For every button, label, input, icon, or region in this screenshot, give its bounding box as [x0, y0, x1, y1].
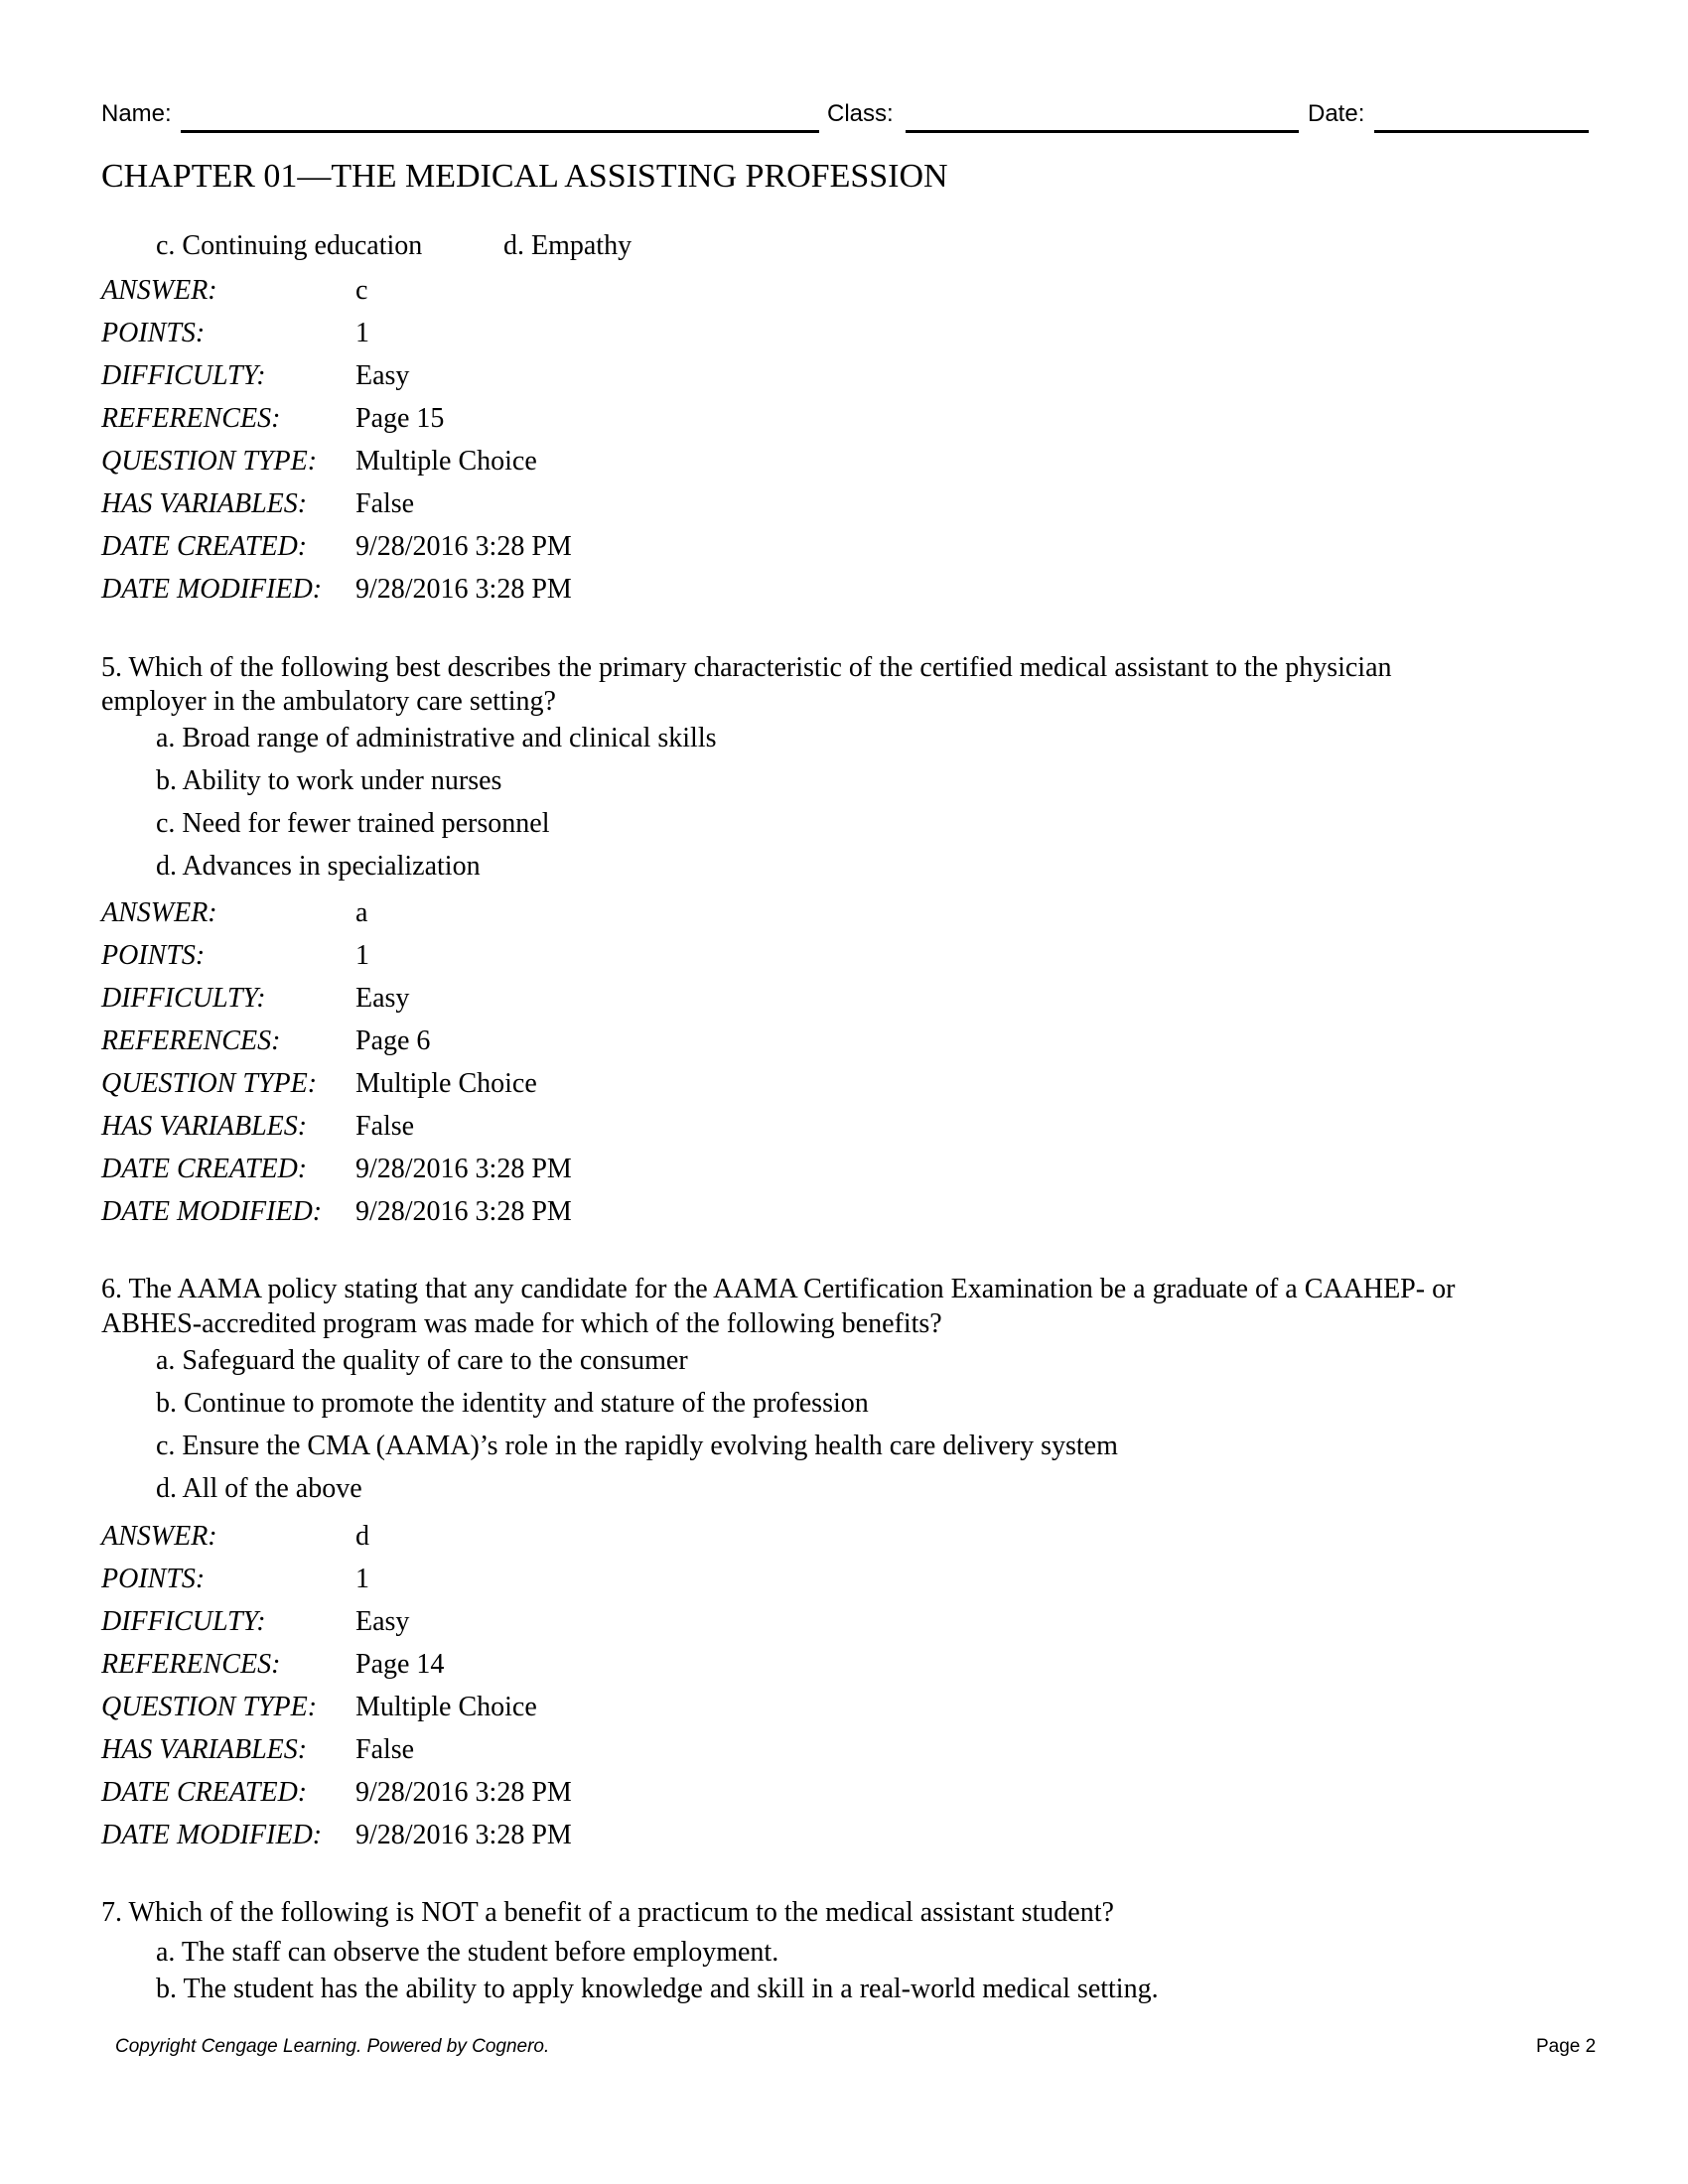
meta-value: Multiple Choice — [355, 446, 537, 477]
meta-label: DATE MODIFIED: — [101, 1196, 323, 1227]
meta-label: REFERENCES: — [101, 1649, 281, 1680]
meta-label: DATE MODIFIED: — [101, 574, 323, 605]
meta-value: c — [355, 275, 368, 306]
meta-value: a — [355, 897, 368, 928]
meta-value: 9/28/2016 3:28 PM — [355, 574, 572, 605]
meta-value: Page 14 — [355, 1649, 445, 1680]
meta-value: 1 — [355, 940, 369, 971]
footer-page-number: Page 2 — [1536, 2036, 1597, 2057]
meta-value: 9/28/2016 3:28 PM — [355, 1196, 572, 1227]
meta-value: 9/28/2016 3:28 PM — [355, 531, 572, 562]
meta-label: ANSWER: — [101, 1521, 217, 1552]
meta-value: 9/28/2016 3:28 PM — [355, 1154, 572, 1184]
option-5b: b. Ability to work under nurses — [156, 765, 502, 796]
question-6-text-line-1: 6. The AAMA policy stating that any candidate for the AAMA Certification Examination be a graduate of a CAAHEP- or — [101, 1274, 1456, 1304]
option-4d: d. Empathy — [503, 230, 633, 261]
option-5d: d. Advances in specialization — [156, 851, 481, 882]
meta-value: Easy — [355, 983, 410, 1014]
meta-label: POINTS: — [101, 318, 206, 348]
meta-value: 1 — [355, 318, 369, 348]
header-fields — [101, 99, 1589, 135]
meta-label: DIFFICULTY: — [101, 360, 266, 391]
meta-label: ANSWER: — [101, 897, 217, 928]
date-label: Date: — [1308, 100, 1365, 127]
meta-label: HAS VARIABLES: — [101, 1734, 308, 1765]
meta-label: QUESTION TYPE: — [101, 1692, 318, 1722]
option-7a: a. The staff can observe the student before employment. — [156, 1937, 779, 1968]
meta-value: Easy — [355, 1606, 410, 1637]
meta-label: HAS VARIABLES: — [101, 488, 308, 519]
option-6c: c. Ensure the CMA (AAMA)’s role in the rapidly evolving health care delivery system — [156, 1431, 1118, 1461]
class-field-line[interactable] — [906, 130, 1299, 133]
meta-label: DIFFICULTY: — [101, 983, 266, 1014]
meta-label: DATE CREATED: — [101, 1154, 308, 1184]
meta-label: REFERENCES: — [101, 403, 281, 434]
date-field-line[interactable] — [1374, 130, 1589, 133]
name-label: Name: — [101, 100, 172, 127]
meta-value: False — [355, 488, 415, 519]
question-7-text-line-1: 7. Which of the following is NOT a benefit of a practicum to the medical assistant student? — [101, 1897, 1114, 1928]
option-5a: a. Broad range of administrative and clinical skills — [156, 723, 717, 753]
meta-label: DIFFICULTY: — [101, 1606, 266, 1637]
meta-label: REFERENCES: — [101, 1025, 281, 1056]
meta-label: DATE CREATED: — [101, 1777, 308, 1808]
meta-value: Multiple Choice — [355, 1068, 537, 1099]
meta-value: Easy — [355, 360, 410, 391]
meta-value: Page 15 — [355, 403, 445, 434]
meta-label: DATE MODIFIED: — [101, 1820, 323, 1850]
chapter-title: CHAPTER 01—THE MEDICAL ASSISTING PROFESSION — [101, 158, 948, 195]
meta-value: False — [355, 1734, 415, 1765]
meta-label: POINTS: — [101, 940, 206, 971]
option-6a: a. Safeguard the quality of care to the consumer — [156, 1345, 688, 1376]
meta-value: 1 — [355, 1564, 369, 1594]
option-6d: d. All of the above — [156, 1473, 362, 1504]
meta-label: HAS VARIABLES: — [101, 1111, 308, 1142]
question-5-text-line-1: 5. Which of the following best describes the primary characteristic of the certified medical assistant to the physician — [101, 652, 1392, 683]
meta-label: DATE CREATED: — [101, 531, 308, 562]
option-4c: c. Continuing education — [156, 230, 423, 261]
meta-value: 9/28/2016 3:28 PM — [355, 1777, 572, 1808]
option-7b: b. The student has the ability to apply knowledge and skill in a real-world medical setting. — [156, 1974, 1159, 2004]
meta-label: QUESTION TYPE: — [101, 446, 318, 477]
meta-value: d — [355, 1521, 369, 1552]
class-label: Class: — [827, 100, 894, 127]
question-6-text-line-2: ABHES-accredited program was made for which of the following benefits? — [101, 1308, 942, 1339]
option-5c: c. Need for fewer trained personnel — [156, 808, 550, 839]
meta-value: Page 6 — [355, 1025, 431, 1056]
option-6b: b. Continue to promote the identity and stature of the profession — [156, 1388, 869, 1419]
meta-value: 9/28/2016 3:28 PM — [355, 1820, 572, 1850]
footer-copyright: Copyright Cengage Learning. Powered by Cognero. — [115, 2036, 550, 2057]
question-5-text-line-2: employer in the ambulatory care setting? — [101, 686, 556, 717]
meta-label: QUESTION TYPE: — [101, 1068, 318, 1099]
meta-label: ANSWER: — [101, 275, 217, 306]
meta-value: False — [355, 1111, 415, 1142]
name-field-line[interactable] — [181, 130, 819, 133]
meta-label: POINTS: — [101, 1564, 206, 1594]
meta-value: Multiple Choice — [355, 1692, 537, 1722]
